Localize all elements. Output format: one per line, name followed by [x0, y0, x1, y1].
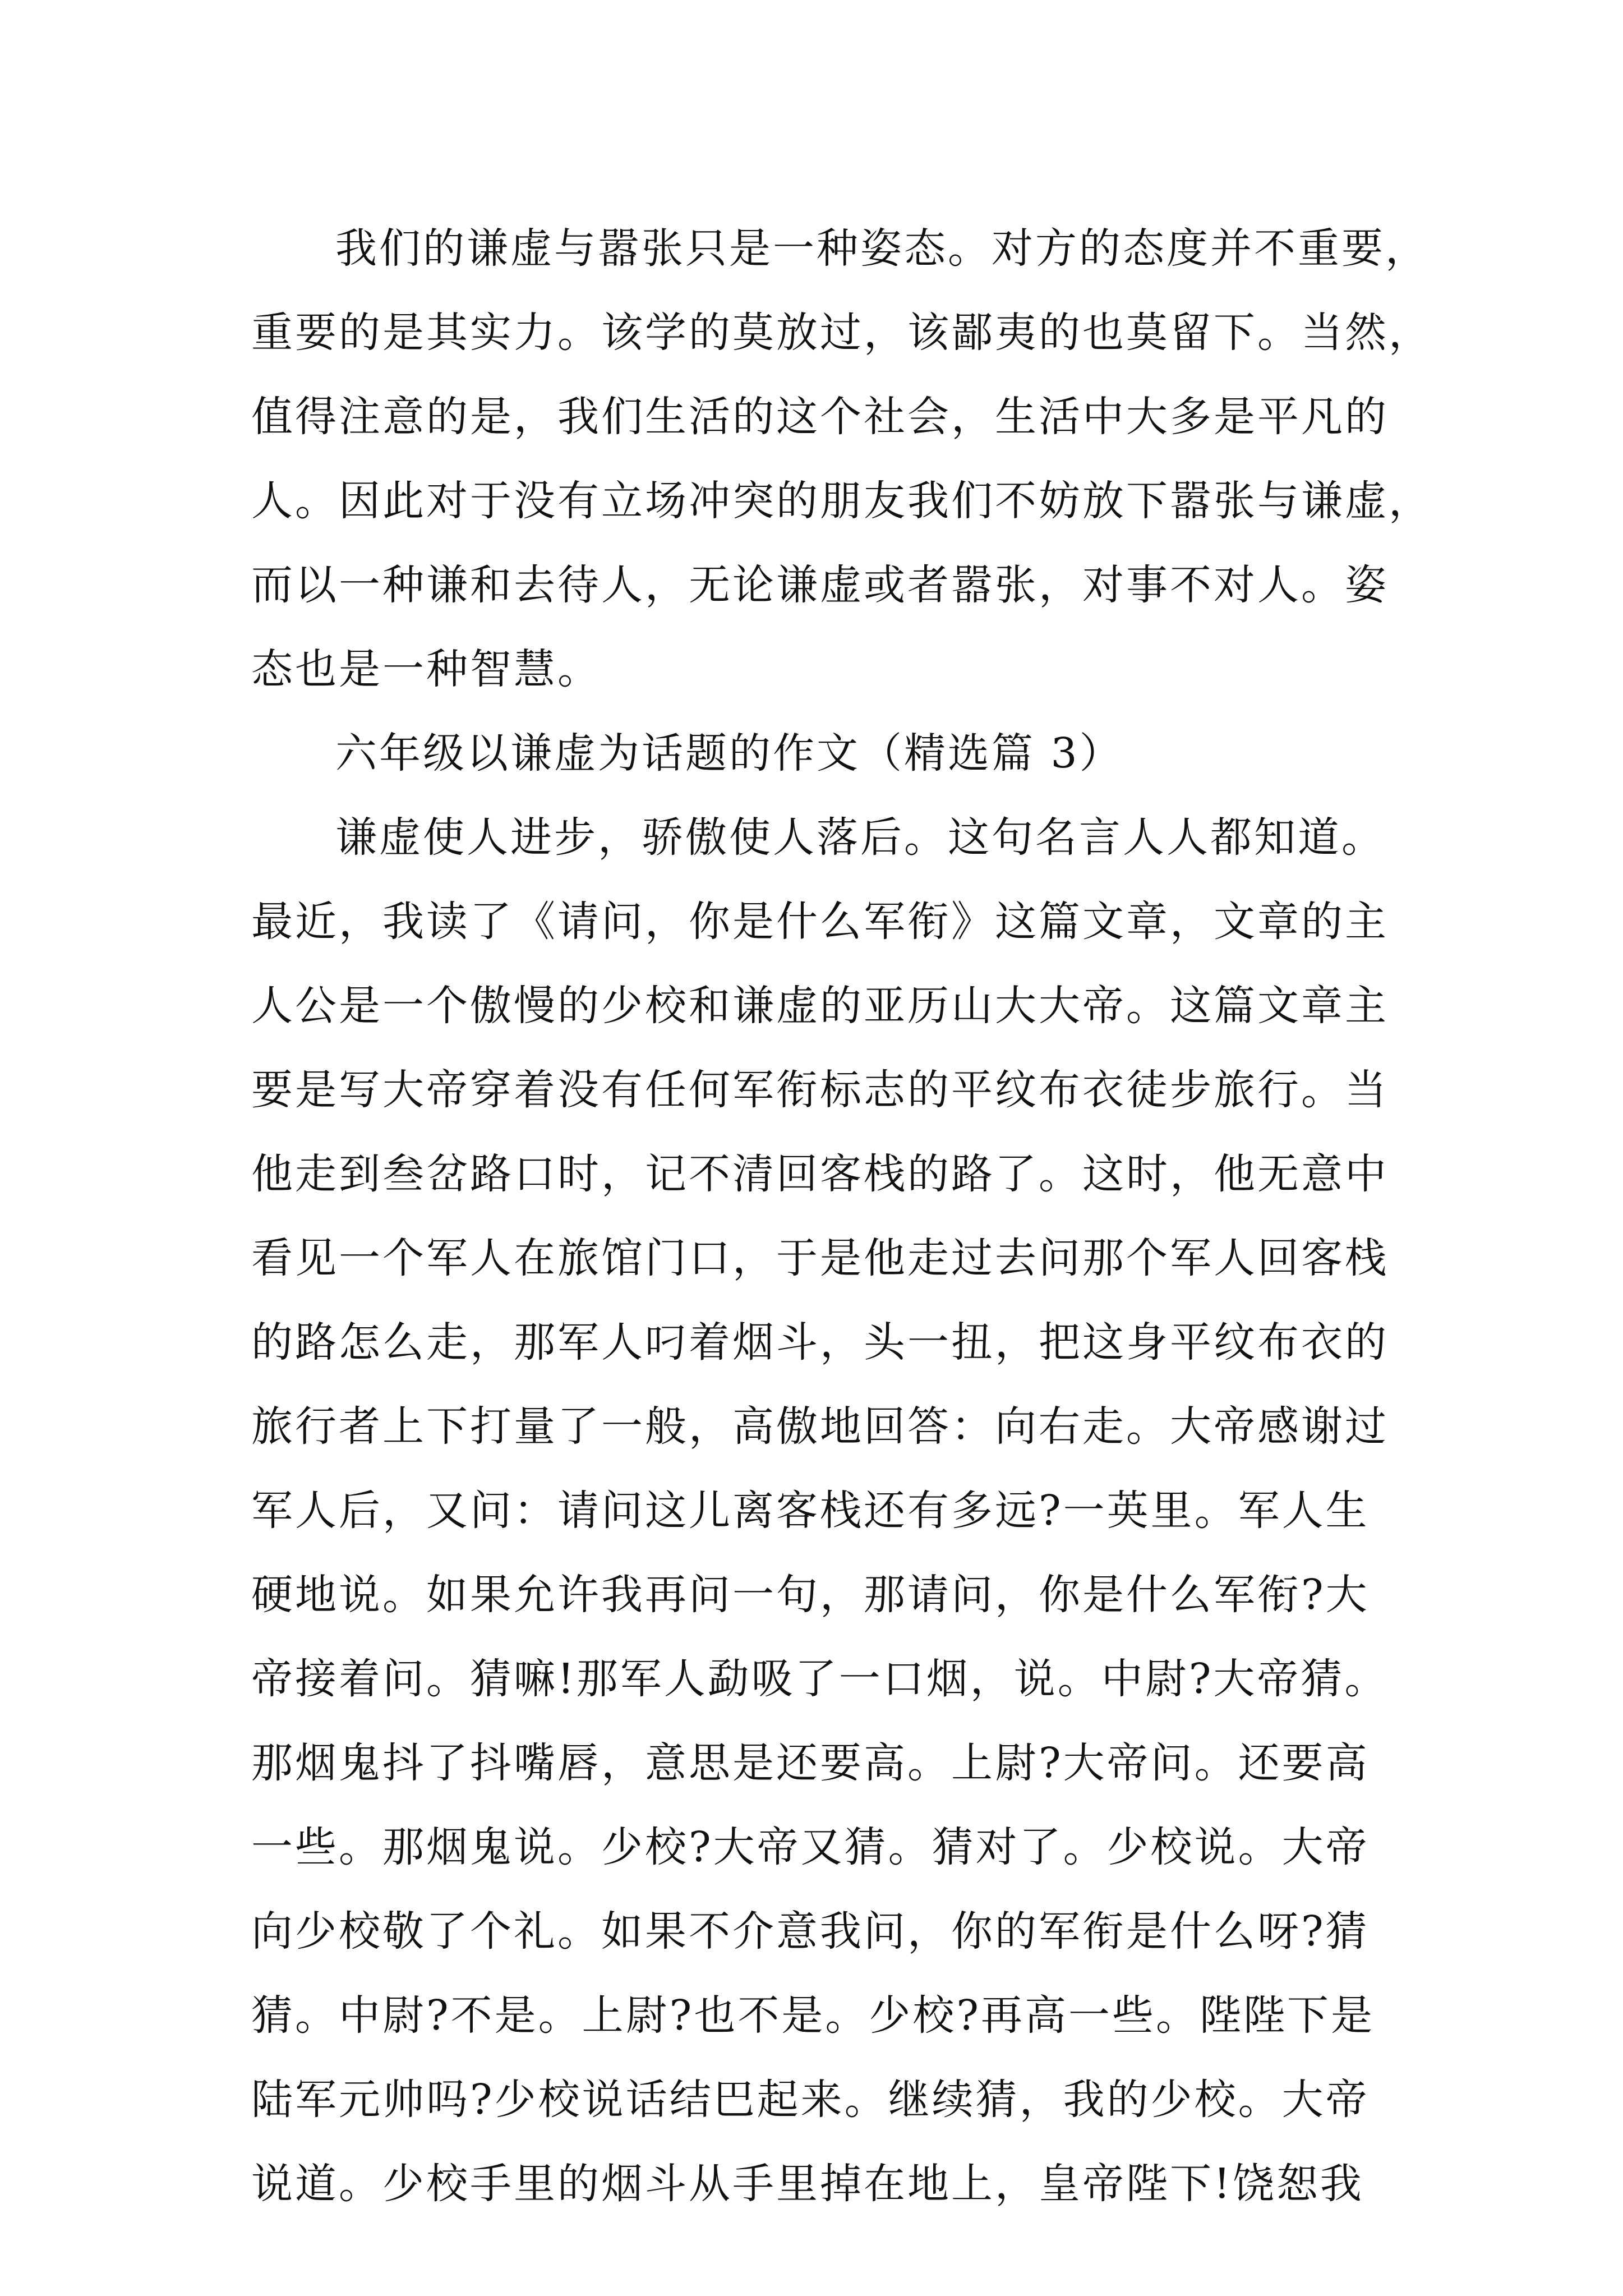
paragraph-line: 硬地说。如果允许我再问一句，那请问，你是什么军衔?大 [251, 1571, 1370, 1619]
paragraph-line: 人。因此对于没有立场冲突的朋友我们不妨放下嚣张与谦虚， [251, 477, 1432, 525]
paragraph-line: 旅行者上下打量了一般，高傲地回答：向右走。大帝感谢过 [251, 1402, 1389, 1451]
paragraph-line: 我们的谦虚与嚣张只是一种姿态。对方的态度并不重要， [335, 224, 1429, 273]
section-heading: 六年级以谦虚为话题的作文（精选篇 3） [335, 729, 1123, 777]
paragraph-line: 向少校敬了个礼。如果不介意我问，你的军衔是什么呀?猜 [251, 1907, 1370, 1955]
paragraph-line: 陆军元帅吗?少校说话结巴起来。继续猜，我的少校。大帝 [251, 2076, 1370, 2124]
paragraph-line: 他走到叁岔路口时，记不清回客栈的路了。这时，他无意中 [251, 1150, 1389, 1198]
paragraph-line: 猜。中尉?不是。上尉?也不是。少校?再高一些。陛陛下是 [251, 1991, 1375, 2040]
paragraph-line: 而以一种谦和去待人，无论谦虚或者嚣张，对事不对人。姿 [251, 561, 1389, 609]
paragraph-line: 军人后，又问：请问这儿离客栈还有多远?一英里。军人生 [251, 1487, 1370, 1535]
paragraph-line: 值得注意的是，我们生活的这个社会，生活中大多是平凡的 [251, 393, 1389, 441]
paragraph-line: 人公是一个傲慢的少校和谦虚的亚历山大大帝。这篇文章主 [251, 982, 1389, 1030]
paragraph-line: 的路怎么走，那军人叼着烟斗，头一扭，把这身平纹布衣的 [251, 1318, 1389, 1366]
paragraph-line: 态也是一种智慧。 [251, 645, 601, 693]
paragraph-line: 看见一个军人在旅馆门口，于是他走过去问那个军人回客栈 [251, 1234, 1389, 1282]
paragraph-line: 要是写大帝穿着没有任何军衔标志的平纹布衣徒步旅行。当 [251, 1066, 1389, 1114]
paragraph-line: 最近，我读了《请问，你是什么军衔》这篇文章，文章的主 [251, 898, 1389, 946]
paragraph-line: 一些。那烟鬼说。少校?大帝又猜。猜对了。少校说。大帝 [251, 1823, 1370, 1871]
paragraph-line: 说道。少校手里的烟斗从手里掉在地上，皇帝陛下!饶恕我 [251, 2160, 1364, 2208]
paragraph-line: 重要的是其实力。该学的莫放过，该鄙夷的也莫留下。当然， [251, 309, 1432, 357]
paragraph-line: 那烟鬼抖了抖嘴唇，意思是还要高。上尉?大帝问。还要高 [251, 1739, 1370, 1787]
paragraph-line: 帝接着问。猜嘛!那军人勐吸了一口烟，说。中尉?大帝猜。 [251, 1655, 1389, 1703]
paragraph-line: 谦虚使人进步，骄傲使人落后。这句名言人人都知道。 [335, 813, 1385, 862]
